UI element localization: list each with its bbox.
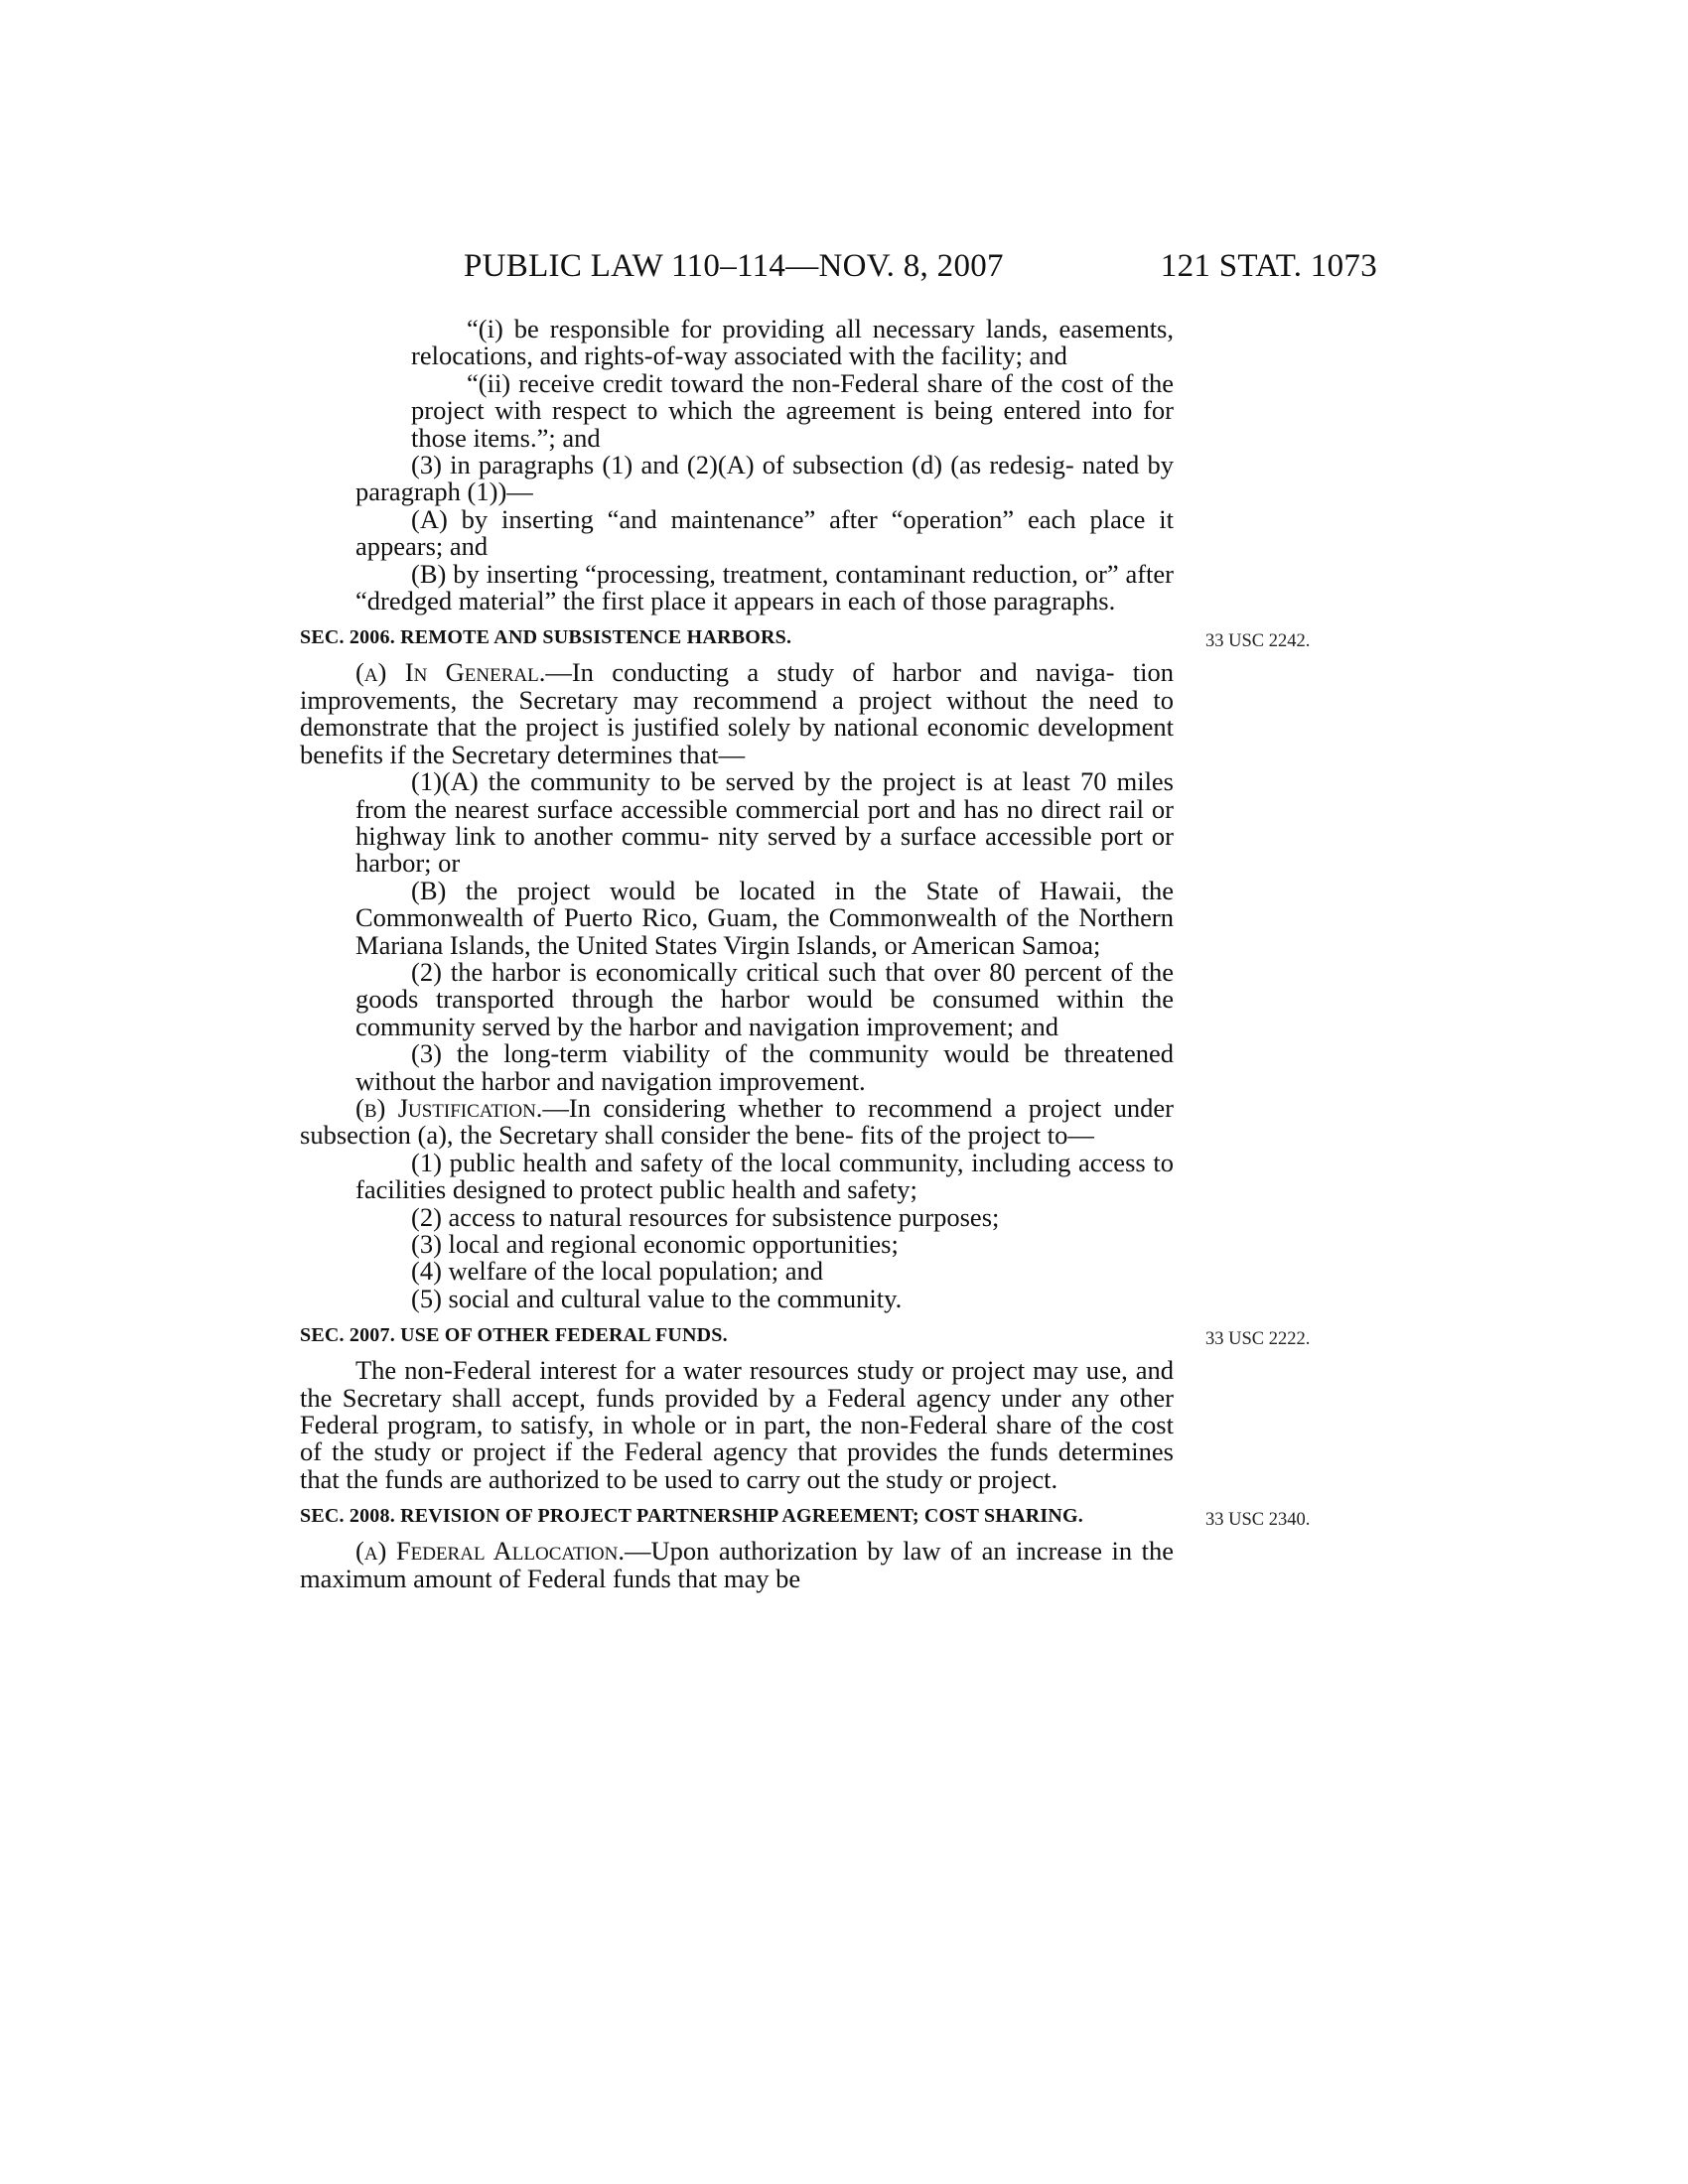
paragraph-3-viability: (3) the long-term viability of the community would be threatened without the harbor and navigation improvement. [355,1038,1174,1096]
margin-citation: 33 USC 2340. [1205,1510,1311,1531]
section-heading-2007 [300,1322,1311,1350]
subsection-heading: (a) Federal Allocation. [355,1536,625,1567]
subparagraph-B: (B) by inserting “processing, treatment, contaminant reduction, or” after “dredged material” the first place it appears in each of those paragraphs. [355,558,1174,616]
subsection-heading: (b) Justification. [355,1092,543,1123]
subsection-text: —In considering whether to recommend a project under subsection (a), the Secretary shall consider the bene- fits of the project to— [300,1092,1174,1151]
subsection-text: —Upon authorization by law of an increase in the maximum amount of Federal funds that may be [300,1536,1174,1593]
clause-i: “(i) be responsible for providing all necessary lands, easements, relocations, and rights-of-way associated with the facility; and [411,314,1174,371]
margin-citation: 33 USC 2222. [1205,1329,1311,1350]
public-law-citation: PUBLIC LAW 110–114—NOV. 8, 2007 [464,248,1004,284]
section-title: SEC. 2007. USE OF OTHER FEDERAL FUNDS. [300,1324,728,1347]
benefit-3: (3) local and regional economic opportunities; [411,1229,899,1259]
benefit-5: (5) social and cultural value to the community. [411,1283,903,1313]
paragraph-3: (3) in paragraphs (1) and (2)(A) of subsection (d) (as redesig- nated by paragraph (1))— [355,450,1174,507]
subsection-a [300,659,1174,768]
document-body [300,314,1311,1593]
benefit-1: (1) public health and safety of the local community, including access to facilities designed to protect public health and safety; [355,1147,1174,1205]
benefit-2: (2) access to natural resources for subsistence purposes; [411,1201,1000,1232]
subparagraph-A: (A) by inserting “and maintenance” after “operation” each place it appears; and [355,503,1174,562]
paragraph-2: (2) the harbor is economically critical such that over 80 percent of the goods transported through the harbor would be consumed within the community served by the harbor and navigation improvement; and [355,956,1174,1041]
statute-page-citation: 121 STAT. 1073 [1160,248,1377,284]
running-header [464,248,1377,288]
section-title: SEC. 2006. REMOTE AND SUBSISTENCE HARBORS. [300,626,792,649]
section-heading-2008 [300,1503,1311,1531]
paragraph-1B: (B) the project would be located in the State of Hawaii, the Commonwealth of Puerto Rico, Guam, the Commonwealth of the Northern Mariana Islands, the United States Virgin Islands, or American Samoa; [355,875,1174,960]
subsection-text: —In conducting a study of harbor and naviga- tion improvements, the Secretary may recommend a project without the need to demonstrate that the project is justified solely by national economic development benefits if the Secretary determines that— [300,657,1174,769]
benefit-4: (4) welfare of the local population; and [411,1256,824,1287]
section-title: SEC. 2008. REVISION OF PROJECT PARTNERSHIP AGREEMENT; COST SHARING. [300,1505,1083,1528]
margin-citation: 33 USC 2242. [1205,631,1311,652]
section-heading-2006 [300,624,1311,652]
subsection-a-2008 [300,1538,1174,1592]
subsection-b [300,1092,1174,1151]
paragraph-1A: (1)(A) the community to be served by the project is at least 70 miles from the nearest surface accessible commercial port and has no direct rail or highway link to another commu- nity served by a surface accessible port or harbor; or [355,766,1174,879]
subsection-heading: (a) In General. [355,657,546,688]
clause-ii: “(ii) receive credit toward the non-Federal share of the cost of the project with respect to which the agreement is being entered into for those items.”; and [411,367,1174,453]
section-2007-text: The non-Federal interest for a water resources study or project may use, and the Secretary shall accept, funds provided by a Federal agency under any other Federal program, to satisfy, in whole or in part, the non-Federal share of the cost of the study or project if the Federal agency that provides the funds determines that the funds are authorized to be used to carry out the study or project. [300,1355,1174,1494]
